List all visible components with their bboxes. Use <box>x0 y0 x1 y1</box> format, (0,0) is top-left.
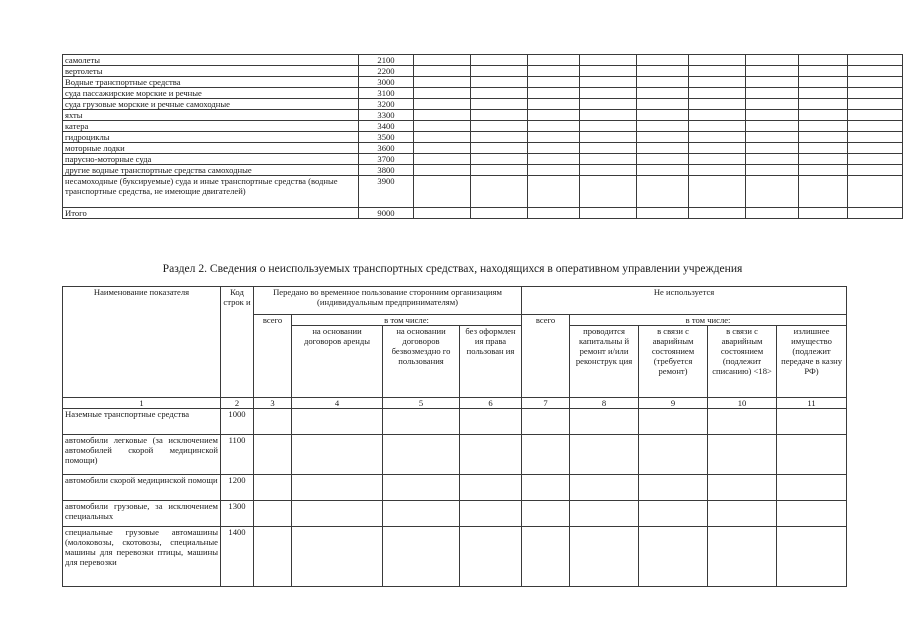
empty-cell <box>254 501 292 527</box>
table-row <box>63 132 903 143</box>
table-row <box>63 475 847 501</box>
empty-cell <box>471 55 528 66</box>
empty-cell <box>471 154 528 165</box>
empty-cell <box>637 55 689 66</box>
row-name: другие водные транспортные средства самоходные <box>63 165 359 176</box>
empty-cell <box>580 77 637 88</box>
empty-cell <box>292 527 383 587</box>
empty-cell <box>746 165 799 176</box>
empty-cell <box>528 77 580 88</box>
empty-cell <box>414 55 471 66</box>
column-number: 5 <box>383 398 460 409</box>
empty-cell <box>746 77 799 88</box>
empty-cell <box>848 66 903 77</box>
row-name: суда пассажирские морские и речные <box>63 88 359 99</box>
empty-cell <box>708 435 777 475</box>
empty-cell <box>799 77 848 88</box>
empty-cell <box>848 208 903 219</box>
empty-cell <box>777 409 847 435</box>
table-row <box>63 55 903 66</box>
empty-cell <box>689 165 746 176</box>
empty-cell <box>254 475 292 501</box>
header-transferred: Передано во временное пользование сторонним организациям (индивидуальным предпринимателям) <box>254 287 522 315</box>
column-number: 7 <box>522 398 570 409</box>
table-row <box>63 165 903 176</box>
empty-cell <box>746 132 799 143</box>
empty-cell <box>848 165 903 176</box>
empty-cell <box>528 165 580 176</box>
empty-cell <box>528 88 580 99</box>
empty-cell <box>708 527 777 587</box>
table-row <box>63 435 847 475</box>
empty-cell <box>471 121 528 132</box>
empty-cell <box>777 435 847 475</box>
empty-cell <box>292 409 383 435</box>
column-number: 6 <box>460 398 522 409</box>
empty-cell <box>528 143 580 154</box>
empty-cell <box>254 435 292 475</box>
empty-cell <box>637 132 689 143</box>
empty-cell <box>708 409 777 435</box>
header-no-rights: без оформлен ия права пользован ия <box>460 326 522 398</box>
empty-cell <box>746 110 799 121</box>
empty-cell <box>414 99 471 110</box>
empty-cell <box>689 132 746 143</box>
empty-cell <box>471 176 528 208</box>
empty-cell <box>522 475 570 501</box>
empty-cell <box>528 55 580 66</box>
empty-cell <box>383 475 460 501</box>
empty-cell <box>383 409 460 435</box>
empty-cell <box>528 154 580 165</box>
row-name: яхты <box>63 110 359 121</box>
row-code: 3300 <box>359 110 414 121</box>
header-code: Код строк и <box>221 287 254 398</box>
row-code: 1100 <box>221 435 254 475</box>
empty-cell <box>777 501 847 527</box>
empty-cell <box>637 88 689 99</box>
empty-cell <box>848 99 903 110</box>
empty-cell <box>471 88 528 99</box>
row-code: 3400 <box>359 121 414 132</box>
empty-cell <box>746 99 799 110</box>
row-name: моторные лодки <box>63 143 359 154</box>
column-number-row <box>63 398 847 409</box>
table-row <box>63 121 903 132</box>
empty-cell <box>528 66 580 77</box>
empty-cell <box>637 66 689 77</box>
empty-cell <box>848 88 903 99</box>
column-number: 2 <box>221 398 254 409</box>
empty-cell <box>414 121 471 132</box>
row-name: специальные грузовые автомашины (молоковозы, скотовозы, специальные машины для перевозки птицы, машины для перевозки <box>63 527 221 587</box>
column-number: 11 <box>777 398 847 409</box>
empty-cell <box>689 77 746 88</box>
empty-cell <box>799 110 848 121</box>
empty-cell <box>580 154 637 165</box>
empty-cell <box>637 121 689 132</box>
header-name: Наименование показателя <box>63 287 221 398</box>
empty-cell <box>471 143 528 154</box>
row-name: автомобили легковые (за исключением автомобилей скорой медицинской помощи) <box>63 435 221 475</box>
empty-cell <box>528 99 580 110</box>
empty-cell <box>637 208 689 219</box>
header-total2: всего <box>522 315 570 398</box>
row-code: 3100 <box>359 88 414 99</box>
empty-cell <box>292 435 383 475</box>
empty-cell <box>799 143 848 154</box>
empty-cell <box>471 77 528 88</box>
empty-cell <box>522 409 570 435</box>
empty-cell <box>460 435 522 475</box>
column-number: 1 <box>63 398 221 409</box>
row-code: 1400 <box>221 527 254 587</box>
header-unused: Не используется <box>522 287 847 315</box>
empty-cell <box>570 409 639 435</box>
empty-cell <box>414 165 471 176</box>
row-code: 3800 <box>359 165 414 176</box>
table-row <box>63 501 847 527</box>
empty-cell <box>689 208 746 219</box>
empty-cell <box>471 208 528 219</box>
column-number: 4 <box>292 398 383 409</box>
empty-cell <box>799 154 848 165</box>
empty-cell <box>522 435 570 475</box>
empty-cell <box>848 77 903 88</box>
empty-cell <box>570 475 639 501</box>
empty-cell <box>414 132 471 143</box>
column-number: 10 <box>708 398 777 409</box>
empty-cell <box>580 55 637 66</box>
row-code: 3900 <box>359 176 414 208</box>
empty-cell <box>848 121 903 132</box>
empty-cell <box>292 501 383 527</box>
header-surplus: излишнее имущество (подлежит передаче в казну РФ) <box>777 326 847 398</box>
empty-cell <box>799 165 848 176</box>
empty-cell <box>528 121 580 132</box>
empty-cell <box>460 501 522 527</box>
empty-cell <box>848 110 903 121</box>
empty-cell <box>471 66 528 77</box>
empty-cell <box>637 176 689 208</box>
empty-cell <box>799 121 848 132</box>
empty-cell <box>637 154 689 165</box>
empty-cell <box>689 110 746 121</box>
section2-table <box>62 286 847 587</box>
empty-cell <box>528 208 580 219</box>
empty-cell <box>580 99 637 110</box>
empty-cell <box>570 527 639 587</box>
empty-cell <box>708 501 777 527</box>
row-name: Водные транспортные средства <box>63 77 359 88</box>
empty-cell <box>383 501 460 527</box>
table-row <box>63 176 903 208</box>
table-row <box>63 208 903 219</box>
empty-cell <box>689 66 746 77</box>
empty-cell <box>746 176 799 208</box>
empty-cell <box>689 154 746 165</box>
empty-cell <box>799 55 848 66</box>
empty-cell <box>639 527 708 587</box>
empty-cell <box>254 409 292 435</box>
top-table-body <box>63 55 903 219</box>
table-row <box>63 66 903 77</box>
row-code: 3600 <box>359 143 414 154</box>
row-code: 3000 <box>359 77 414 88</box>
empty-cell <box>580 121 637 132</box>
empty-cell <box>471 165 528 176</box>
empty-cell <box>848 55 903 66</box>
empty-cell <box>799 88 848 99</box>
empty-cell <box>580 132 637 143</box>
empty-cell <box>639 475 708 501</box>
empty-cell <box>799 208 848 219</box>
empty-cell <box>799 132 848 143</box>
empty-cell <box>570 435 639 475</box>
header-incl: в том числе: <box>292 315 522 326</box>
table-row <box>63 88 903 99</box>
empty-cell <box>708 475 777 501</box>
empty-cell <box>460 409 522 435</box>
section-title: Раздел 2. Сведения о неиспользуемых транспортных средствах, находящихся в оперативном управлении учреждения <box>162 262 743 275</box>
row-name: катера <box>63 121 359 132</box>
row-name: Наземные транспортные средства <box>63 409 221 435</box>
empty-cell <box>580 88 637 99</box>
empty-cell <box>528 176 580 208</box>
empty-cell <box>414 143 471 154</box>
empty-cell <box>746 208 799 219</box>
empty-cell <box>580 110 637 121</box>
row-code: 1200 <box>221 475 254 501</box>
empty-cell <box>637 99 689 110</box>
empty-cell <box>528 132 580 143</box>
empty-cell <box>799 176 848 208</box>
row-name: суда грузовые морские и речные самоходные <box>63 99 359 110</box>
header-free: на основании договоров безвозмездно го пользования <box>383 326 460 398</box>
row-code: 3700 <box>359 154 414 165</box>
row-name: автомобили скорой медицинской помощи <box>63 475 221 501</box>
empty-cell <box>637 110 689 121</box>
empty-cell <box>746 66 799 77</box>
empty-cell <box>471 99 528 110</box>
empty-cell <box>414 208 471 219</box>
empty-cell <box>254 527 292 587</box>
empty-cell <box>848 143 903 154</box>
row-code: 3200 <box>359 99 414 110</box>
empty-cell <box>637 77 689 88</box>
row-code: 1000 <box>221 409 254 435</box>
empty-cell <box>689 55 746 66</box>
empty-cell <box>522 501 570 527</box>
empty-cell <box>414 154 471 165</box>
column-number: 9 <box>639 398 708 409</box>
empty-cell <box>637 143 689 154</box>
empty-cell <box>848 132 903 143</box>
header-repair: проводится капитальны й ремонт и/или реконструк ция <box>570 326 639 398</box>
empty-cell <box>522 527 570 587</box>
empty-cell <box>689 176 746 208</box>
column-number: 8 <box>570 398 639 409</box>
empty-cell <box>746 143 799 154</box>
row-name: Итого <box>63 208 359 219</box>
column-number: 3 <box>254 398 292 409</box>
header-emergency-repair: в связи с аварийным состоянием (требуется ремонт) <box>639 326 708 398</box>
empty-cell <box>383 527 460 587</box>
row-name: самолеты <box>63 55 359 66</box>
row-code: 9000 <box>359 208 414 219</box>
section2-table-body <box>63 287 847 587</box>
header-lease: на основании договоров аренды <box>292 326 383 398</box>
empty-cell <box>580 208 637 219</box>
table-row <box>63 99 903 110</box>
empty-cell <box>383 435 460 475</box>
empty-cell <box>471 110 528 121</box>
row-name: автомобили грузовые, за исключением специальных <box>63 501 221 527</box>
empty-cell <box>848 176 903 208</box>
table-row <box>63 527 847 587</box>
empty-cell <box>414 77 471 88</box>
row-name: несамоходные (буксируемые) суда и иные транспортные средства (водные транспортные средства, не имеющие двигателей) <box>63 176 359 208</box>
table-row <box>63 409 847 435</box>
empty-cell <box>689 88 746 99</box>
row-code: 3500 <box>359 132 414 143</box>
empty-cell <box>746 121 799 132</box>
empty-cell <box>799 66 848 77</box>
empty-cell <box>414 88 471 99</box>
header-incl2: в том числе: <box>570 315 847 326</box>
table-row <box>63 143 903 154</box>
empty-cell <box>471 132 528 143</box>
empty-cell <box>777 527 847 587</box>
header-emergency-writeoff: в связи с аварийным состоянием (подлежит списанию) <18> <box>708 326 777 398</box>
empty-cell <box>580 66 637 77</box>
empty-cell <box>580 143 637 154</box>
empty-cell <box>799 99 848 110</box>
empty-cell <box>460 527 522 587</box>
empty-cell <box>414 66 471 77</box>
header-total: всего <box>254 315 292 398</box>
row-code: 2100 <box>359 55 414 66</box>
empty-cell <box>639 501 708 527</box>
empty-cell <box>580 176 637 208</box>
row-code: 2200 <box>359 66 414 77</box>
empty-cell <box>689 99 746 110</box>
empty-cell <box>746 154 799 165</box>
table-row <box>63 110 903 121</box>
empty-cell <box>528 110 580 121</box>
top-table <box>62 54 903 219</box>
empty-cell <box>777 475 847 501</box>
empty-cell <box>414 176 471 208</box>
empty-cell <box>414 110 471 121</box>
empty-cell <box>746 88 799 99</box>
empty-cell <box>639 409 708 435</box>
empty-cell <box>689 121 746 132</box>
table-row <box>63 77 903 88</box>
empty-cell <box>848 154 903 165</box>
empty-cell <box>689 143 746 154</box>
empty-cell <box>746 55 799 66</box>
row-code: 1300 <box>221 501 254 527</box>
row-name: парусно-моторные суда <box>63 154 359 165</box>
empty-cell <box>637 165 689 176</box>
row-name: гидроциклы <box>63 132 359 143</box>
table-row <box>63 154 903 165</box>
row-name: вертолеты <box>63 66 359 77</box>
empty-cell <box>580 165 637 176</box>
empty-cell <box>639 435 708 475</box>
empty-cell <box>460 475 522 501</box>
empty-cell <box>292 475 383 501</box>
empty-cell <box>570 501 639 527</box>
